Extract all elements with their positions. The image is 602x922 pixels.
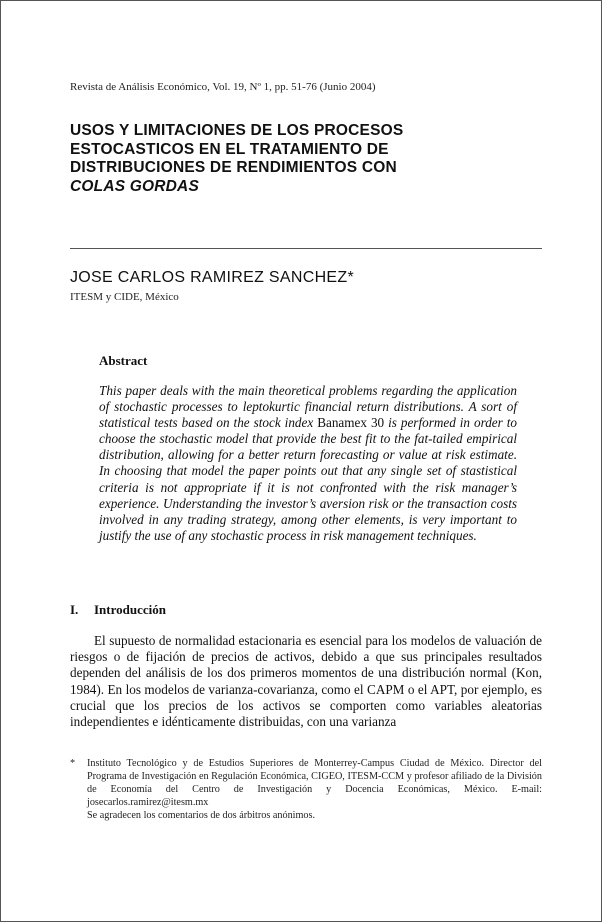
journal-citation: Revista de Análisis Económico, Vol. 19, Nº 1, pp. 51-76 (Junio 2004) (70, 81, 376, 93)
section-title: Introducción (94, 602, 166, 617)
footnote (70, 757, 542, 822)
section-heading (70, 602, 166, 618)
abstract-body (99, 383, 517, 544)
abstract-text-part-1: This paper deals with the main theoretical problems regarding the application of stochastic processes to leptokurtic financial return distributions. A sort of statistical tests based on the stock index (99, 383, 517, 431)
abstract-text-part-2: is performed in order to choose the stochastic model that provide the best fit to the fat-tailed empirical distribution, allowing for a better return forecasting or value at risk estimate. In choosing that model the paper points out that any single set of stastistical criteria is not appropriate if it is not confronted with the risk manager’s experience. Understanding the investor’s aversion risk or the transaction costs involved in any trading strategy, among other elements, is very important to justify the use of any stochastic process in risk management techniques. (99, 415, 518, 543)
title-line-1: USOS Y LIMITACIONES DE LOS PROCESOS (70, 122, 404, 139)
title-line-2: ESTOCASTICOS EN EL TRATAMIENTO DE (70, 140, 389, 158)
author-name: JOSE CARLOS RAMIREZ SANCHEZ* (70, 269, 355, 286)
intro-paragraph: El supuesto de normalidad estacionaria es esencial para los modelos de valuación de riesgos o de fijación de precios de activos, debido a que sus principales resultados dependen del análisis de los dos primeros momentos de una distribución normal (Kon, 1984). En los modelos de varianza-covarianza, como el CAPM o el APT, por ejemplo, es crucial que los precios de los activos se comporten como variables aleatorias independientes e idénticamente distribuidas, con una varianza (70, 633, 542, 730)
section-number: I. (70, 602, 79, 617)
article-title (70, 122, 540, 196)
footnote-thanks: Se agradecen los comentarios de dos árbitros anónimos. (87, 810, 316, 821)
title-line-4: COLAS GORDAS (70, 177, 199, 195)
footnote-text: Instituto Tecnológico y de Estudios Superiores de Monterrey-Campus Ciudad de México. Director del Programa de Investigación en Regulación Económica, CIGEO, ITESM-CCM y profesor afiliado de la División de Economía del Centro de Investigación y Docencia Económicas, México. E-mail: josecarlos.ramirez@itesm.mx (87, 758, 542, 808)
abstract-heading: Abstract (99, 353, 148, 368)
title-divider (70, 248, 542, 249)
title-line-3: DISTRIBUCIONES DE RENDIMIENTOS CON (70, 159, 397, 176)
footnote-marker: * (70, 758, 76, 769)
abstract-index-name: Banamex 30 (317, 415, 385, 431)
author-affiliation: ITESM y CIDE, México (70, 291, 179, 303)
